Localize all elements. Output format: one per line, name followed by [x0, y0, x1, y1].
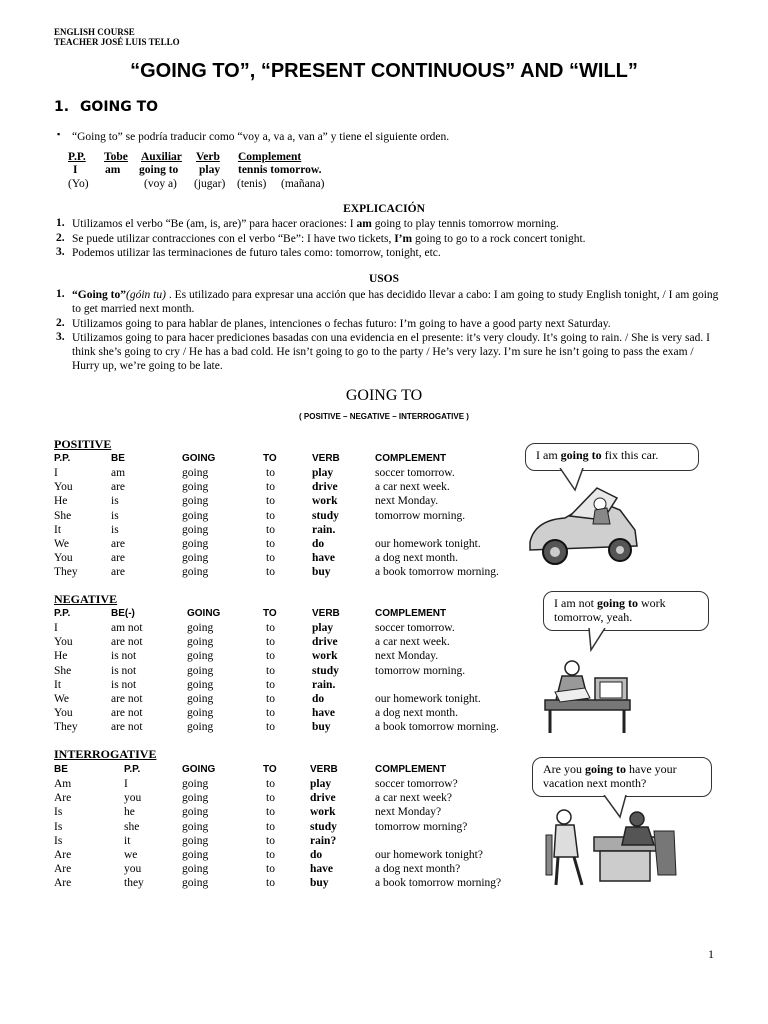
column-header: GOING: [182, 764, 216, 775]
teacher-name: TEACHER JOSÉ LUIS TELLO: [54, 37, 180, 47]
table-cell: a dog next month.: [375, 552, 459, 565]
table-cell: going: [182, 820, 209, 833]
table-cell: to: [266, 566, 275, 579]
table-cell: buy: [310, 877, 329, 890]
list-item: “Going to”(góin tu) . Es utilizado para expresar una acción que has decidido llevar a cabo: I am going to study English tonight, / I am going to get married next month.: [72, 289, 719, 315]
table-cell: Are: [54, 792, 72, 805]
table-cell: she: [124, 820, 140, 833]
table-cell: going: [187, 721, 214, 734]
column-header: VERB: [312, 608, 340, 619]
page-title: “GOING TO”, “PRESENT CONTINUOUS” AND “WILL”: [130, 60, 638, 82]
table-cell: buy: [312, 566, 331, 579]
list-item: Utilizamos going to para hablar de planes, intenciones o fechas futuro: I’m going to have a good party next Saturday.: [72, 318, 611, 330]
table-cell: going: [187, 707, 214, 720]
struct-translation: (mañana): [281, 178, 325, 190]
table-cell: play: [310, 778, 332, 790]
list-number: 1.: [56, 217, 65, 229]
table-cell: do: [312, 693, 325, 705]
table-cell: going: [182, 481, 209, 494]
table-cell: Are: [54, 849, 72, 861]
section-heading: [54, 99, 158, 115]
table-cell: do: [312, 538, 325, 550]
table-cell: I: [124, 778, 128, 790]
table-cell: have: [312, 552, 335, 565]
table-cell: is: [111, 509, 119, 522]
column-header: P.P.: [54, 608, 71, 619]
table-cell: They: [54, 721, 78, 734]
table-cell: a book tomorrow morning.: [375, 566, 499, 579]
table-cell: he: [124, 806, 135, 819]
table-cell: a car next week.: [375, 636, 450, 649]
struct-translation: (voy a): [144, 178, 177, 190]
table-cell: to: [266, 636, 275, 649]
table-cell: am not: [111, 622, 143, 634]
column-header: BE: [54, 764, 68, 775]
table-cell: Are: [54, 863, 72, 876]
table-cell: work: [312, 650, 338, 663]
speech-bubble-negative: I am not going to work tomorrow, yeah.: [543, 591, 709, 631]
column-header: GOING: [182, 453, 216, 464]
table-cell: are: [111, 481, 126, 494]
list-item: Utilizamos going to para hacer prediciones basadas con una evidencia en el presente: it’s very cloudy. It’s going to rain. / She is very sad. I think she’s going to cry / He has a bad cold. He isn’t going to go to the party / He’s very lazy. I’m sure he isn’t going to pass the exam / Hurry up, we’re going to be late.: [72, 332, 710, 372]
table-cell: Are: [54, 877, 72, 890]
table-cell: going: [182, 495, 209, 508]
table-cell: going: [182, 834, 209, 847]
table-cell: going: [182, 552, 209, 565]
table-cell: our homework tonight.: [375, 693, 481, 705]
table-cell: soccer tomorrow.: [375, 467, 455, 479]
negative-table-title: NEGATIVE: [54, 592, 118, 606]
table-cell: It: [54, 678, 62, 691]
table-cell: Is: [54, 834, 63, 847]
list-item: Utilizamos el verbo “Be (am, is, are)” para hacer oraciones: I am going to play tennis tomorrow morning.: [72, 218, 559, 230]
struct-header: Complement: [238, 151, 302, 163]
table-cell: work: [310, 806, 336, 819]
table-cell: is not: [111, 650, 137, 663]
usos-heading: USOS: [368, 273, 400, 285]
table-cell: to: [266, 622, 275, 634]
speech-bubble-positive: I am going to fix this car.: [525, 443, 699, 471]
table-cell: is: [111, 523, 119, 536]
table-cell: I: [54, 622, 58, 634]
table-cell: going: [187, 622, 214, 634]
column-header: VERB: [312, 453, 340, 464]
table-cell: to: [266, 523, 275, 536]
list-item: Se puede utilizar contracciones con el verbo “Be”: I have two tickets, I’m going to go to a rock concert tonight.: [72, 233, 586, 245]
table-cell: to: [266, 650, 275, 663]
table-cell: to: [266, 820, 275, 833]
table-cell: to: [266, 806, 275, 819]
table-cell: are: [111, 538, 126, 550]
table-cell: next Monday.: [375, 650, 439, 663]
table-cell: going: [182, 538, 209, 550]
interview-illustration: [542, 805, 682, 890]
table-cell: a book tomorrow morning?: [375, 877, 502, 890]
struct-header: Verb: [196, 151, 220, 163]
column-header: BE(-): [111, 608, 135, 619]
positive-table-title: POSITIVE: [54, 437, 112, 451]
table-cell: a car next week?: [375, 792, 452, 805]
table-cell: a dog next month.: [375, 707, 459, 720]
table-cell: a car next week.: [375, 481, 450, 494]
table-cell: to: [266, 467, 275, 479]
table-cell: to: [266, 495, 275, 508]
table-cell: are not: [111, 707, 143, 720]
table-cell: tomorrow morning.: [375, 509, 466, 522]
table-cell: play: [312, 467, 334, 479]
table-cell: going: [182, 877, 209, 890]
struct-example: I: [73, 164, 78, 176]
table-cell: to: [266, 693, 275, 705]
table-cell: going: [182, 806, 209, 819]
table-cell: our homework tonight.: [375, 538, 481, 550]
table-cell: to: [266, 481, 275, 494]
column-header: GOING: [187, 608, 221, 619]
table-cell: study: [312, 509, 339, 522]
table-cell: it: [124, 834, 131, 847]
table-cell: to: [266, 778, 275, 790]
table-cell: to: [266, 509, 275, 522]
table-cell: She: [54, 509, 72, 522]
list-number: 2.: [56, 317, 65, 329]
struct-translation: (tenis): [237, 178, 267, 190]
table-cell: next Monday?: [375, 806, 442, 819]
table-cell: next Monday.: [375, 495, 439, 508]
table-cell: going: [187, 678, 214, 691]
table-cell: drive: [310, 792, 336, 805]
table-cell: going: [187, 664, 214, 677]
table-cell: tomorrow morning?: [375, 820, 468, 833]
table-cell: you: [124, 792, 142, 805]
column-header: TO: [263, 608, 277, 619]
table-cell: have: [312, 707, 335, 720]
table-cell: are not: [111, 636, 143, 649]
table-cell: You: [54, 707, 73, 720]
table-cell: soccer tomorrow.: [375, 622, 455, 634]
table-cell: to: [266, 664, 275, 677]
worker-desk-illustration: [540, 658, 635, 738]
table-cell: they: [124, 877, 144, 890]
table-cell: to: [266, 721, 275, 734]
table-cell: Is: [54, 820, 63, 833]
table-cell: You: [54, 636, 73, 649]
explicacion-heading: EXPLICACIÓN: [343, 203, 425, 215]
table-cell: is not: [111, 678, 137, 691]
page-number: 1: [708, 947, 714, 961]
going-to-subheading: ( POSITIVE – NEGATIVE – INTERROGATIVE ): [299, 412, 469, 421]
table-cell: is: [111, 495, 119, 508]
struct-header: Tobe: [104, 151, 128, 163]
table-cell: soccer tomorrow?: [375, 778, 458, 790]
column-header: TO: [263, 453, 277, 464]
table-cell: going: [182, 509, 209, 522]
column-header: P.P.: [54, 453, 71, 464]
list-number: 3.: [56, 331, 65, 343]
course-name: ENGLISH COURSE: [54, 27, 135, 37]
table-cell: going: [187, 693, 214, 705]
column-header: COMPLEMENT: [375, 764, 447, 775]
table-cell: going: [182, 792, 209, 805]
table-cell: to: [266, 849, 275, 861]
table-cell: am: [111, 467, 126, 479]
table-cell: to: [266, 707, 275, 720]
section-title: GOING TO: [79, 99, 159, 115]
table-cell: our homework tonight?: [375, 849, 483, 861]
table-cell: to: [266, 538, 275, 550]
table-cell: She: [54, 664, 72, 677]
table-cell: have: [310, 863, 333, 876]
struct-header: P.P.: [68, 151, 86, 163]
table-cell: are not: [111, 721, 143, 734]
list-number: 1.: [56, 288, 65, 300]
bullet-icon: ▪: [57, 129, 61, 139]
table-cell: going: [182, 863, 209, 876]
table-cell: You: [54, 552, 73, 565]
column-header: P.P.: [124, 764, 141, 775]
intro-text: “Going to” se podría traducir como “voy a, va a, van a” y tiene el siguiente orden.: [72, 131, 450, 143]
list-number: 3.: [56, 246, 65, 258]
table-cell: drive: [312, 481, 338, 494]
table-cell: are: [111, 552, 126, 565]
table-cell: rain.: [312, 678, 336, 691]
table-cell: We: [54, 538, 70, 550]
table-cell: do: [310, 849, 323, 861]
table-cell: to: [266, 552, 275, 565]
struct-header: Auxiliar: [141, 151, 182, 163]
column-header: TO: [263, 764, 277, 775]
table-cell: going: [182, 778, 209, 790]
table-cell: going: [182, 467, 209, 479]
table-cell: study: [312, 664, 339, 677]
column-header: COMPLEMENT: [375, 453, 447, 464]
table-cell: going: [182, 849, 209, 861]
table-cell: is not: [111, 664, 137, 677]
struct-translation: (Yo): [68, 178, 89, 190]
interrogative-table-title: INTERROGATIVE: [54, 747, 157, 761]
table-cell: going: [182, 523, 209, 536]
bubble-tail: [585, 628, 615, 658]
speech-bubble-interrogative: Are you going to have your vacation next month?: [532, 757, 712, 797]
struct-example: tennis tomorrow.: [238, 164, 322, 176]
table-cell: Am: [54, 778, 72, 790]
table-cell: rain.: [312, 523, 336, 536]
explicacion-list: [0, 217, 768, 267]
column-header: BE: [111, 453, 125, 464]
table-cell: study: [310, 820, 337, 833]
struct-example: play: [199, 164, 221, 176]
going-to-heading: GOING TO: [345, 387, 423, 404]
table-cell: to: [266, 877, 275, 890]
mechanic-car-illustration: [525, 480, 640, 575]
table-cell: He: [54, 650, 68, 663]
list-number: 2.: [56, 232, 65, 244]
table-cell: going: [182, 566, 209, 579]
table-cell: to: [266, 834, 275, 847]
struct-example: am: [105, 164, 121, 176]
table-cell: are: [111, 566, 126, 579]
struct-example: going to: [139, 164, 179, 176]
table-cell: tomorrow morning.: [375, 664, 466, 677]
table-cell: You: [54, 481, 73, 494]
table-cell: a dog next month?: [375, 863, 461, 876]
table-cell: going: [187, 650, 214, 663]
table-cell: I: [54, 467, 58, 479]
table-cell: play: [312, 622, 334, 634]
table-cell: to: [266, 678, 275, 691]
usos-list: [0, 288, 768, 378]
table-cell: They: [54, 566, 78, 579]
table-cell: we: [124, 849, 138, 861]
table-cell: to: [266, 792, 275, 805]
list-item: Podemos utilizar las terminaciones de futuro tales como: tomorrow, tonight, etc.: [72, 247, 441, 259]
table-cell: are not: [111, 693, 143, 705]
table-cell: going: [187, 636, 214, 649]
table-cell: a book tomorrow morning.: [375, 721, 499, 734]
table-cell: drive: [312, 636, 338, 649]
column-header: COMPLEMENT: [375, 608, 447, 619]
table-cell: rain?: [310, 834, 337, 847]
table-cell: buy: [312, 721, 331, 734]
table-cell: work: [312, 495, 338, 508]
table-cell: He: [54, 495, 68, 508]
table-cell: you: [124, 863, 142, 876]
table-cell: to: [266, 863, 275, 876]
struct-translation: (jugar): [194, 178, 226, 190]
table-cell: It: [54, 523, 62, 536]
section-number: 1.: [54, 99, 70, 115]
column-header: VERB: [310, 764, 338, 775]
table-cell: Is: [54, 806, 63, 819]
table-cell: We: [54, 693, 70, 705]
